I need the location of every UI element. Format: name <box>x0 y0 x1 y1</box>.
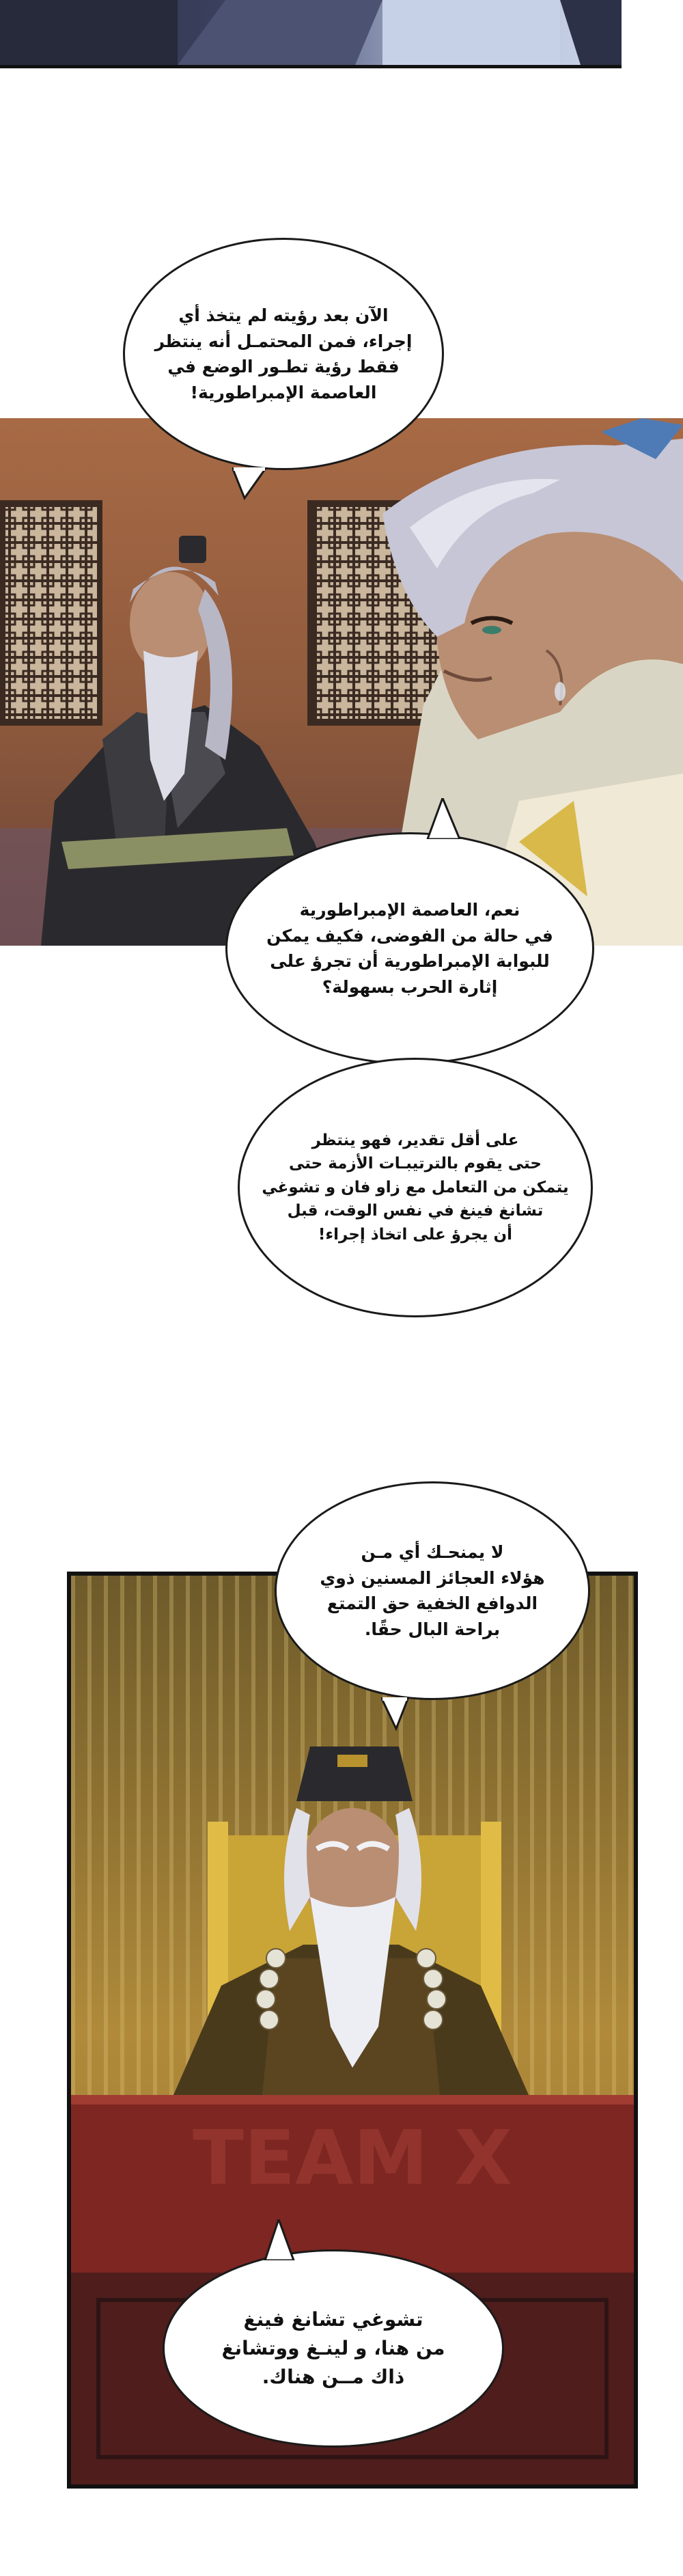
speech-bubble-1-text: الآن بعد رؤيته لم يتخذ أي إجراء، فمن المحتمـل أنه ينتظر فقط رؤية تطـور الوضع في العاصمة الإمبراطورية! <box>154 305 413 402</box>
speech-bubble-3 <box>238 1058 593 1317</box>
speech-bubble-5-tail <box>258 2219 299 2260</box>
top-panel-strip <box>0 0 622 68</box>
speech-bubble-4-tail <box>381 1697 415 1731</box>
speech-bubble-5 <box>163 2249 504 2448</box>
speech-bubble-3-text: على أقل تقدير، فهو ينتظر حتى يقوم بالترتيبـات الأزمة حتى يتمكن من التعامل مع زاو فان و تشوغي تشانغ فينغ في نفس الوقت، قبل أن يجرؤ على اتخاذ إجراء! <box>262 1131 569 1244</box>
speech-bubble-4 <box>275 1481 590 1700</box>
speech-bubble-1-tail <box>232 467 273 502</box>
speech-bubble-2-tail <box>422 798 463 839</box>
speech-bubble-2 <box>225 832 594 1065</box>
speech-bubble-1 <box>123 238 444 470</box>
speech-bubble-5-text: تشوغي تشانغ فينغ من هنا، و لينـغ ووتشانغ ذاك مــن هناك. <box>221 2308 445 2388</box>
speech-bubble-2-text: نعم، العاصمة الإمبراطورية في حالة من الفوضى، فكيف يمكن للبوابة الإمبراطورية أن تجرؤ على إثارة الحرب بسهولة؟ <box>266 900 553 997</box>
top-strip-art <box>0 0 622 65</box>
watermark-text: TEAM X <box>193 2114 512 2202</box>
speech-bubble-4-text: لا يمنحـك أي مـن هؤلاء العجائز المسنين ذوي الدوافع الخفية حق التمتع براحة البال حقًا. <box>320 1542 545 1639</box>
